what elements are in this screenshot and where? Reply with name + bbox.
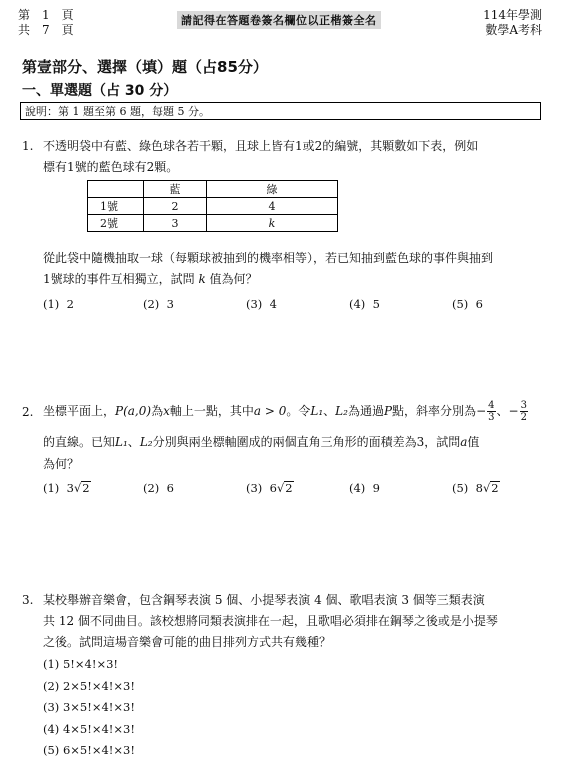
q2-option-5[interactable] <box>452 480 500 496</box>
option-text: 9 <box>372 481 380 495</box>
option-label: (1) <box>43 657 60 671</box>
table-cell: 3 <box>144 215 207 232</box>
q1-option-4[interactable] <box>349 296 380 312</box>
table-header-cell: 綠 <box>207 181 338 198</box>
q3-line: 某校舉辦音樂會，包含鋼琴表演 5 個、小提琴表演 4 個、歌唱表演 3 個等三類表演 <box>43 593 485 607</box>
sqrt-icon: √ <box>482 481 491 495</box>
option-radicand: 2 <box>285 481 293 495</box>
q1-options <box>43 296 543 312</box>
option-label: (4) <box>43 721 60 736</box>
sqrt-icon: √ <box>276 481 285 495</box>
option-text: 6 <box>166 481 174 495</box>
option-label: (5) <box>452 297 469 311</box>
q2-line-l1: L₁ <box>115 435 128 449</box>
table-cell: 1號 <box>88 198 144 215</box>
q2-number: 2. <box>22 405 34 419</box>
table-header-row <box>88 181 338 198</box>
q2-var-a: a <box>460 435 468 449</box>
option-label: (4) <box>349 297 366 311</box>
option-label: (5) <box>452 481 469 495</box>
q3-option-1[interactable] <box>43 654 135 676</box>
option-radicand: 2 <box>491 481 499 495</box>
option-text: 4×5!×4!×3! <box>62 721 135 736</box>
table-header-cell: 藍 <box>144 181 207 198</box>
option-coef: 3 <box>66 481 74 495</box>
q2-line-3: 為何？ <box>43 457 80 471</box>
q3-option-5[interactable] <box>43 740 135 762</box>
exam-year: 114年學測 <box>483 8 542 22</box>
q2-text: 、 <box>323 404 336 418</box>
q2-option-2[interactable] <box>143 480 174 496</box>
option-text: 4 <box>269 297 277 311</box>
q2-var-p: P <box>383 404 393 418</box>
q2-condition: a > 0 <box>253 404 287 418</box>
table-cell: 2 <box>144 198 207 215</box>
q2-text: 為通過 <box>347 404 384 418</box>
option-label: (5) <box>43 743 60 758</box>
q2-text: 、 <box>496 404 509 418</box>
sqrt-icon: √ <box>73 481 82 495</box>
option-coef: 6 <box>269 481 277 495</box>
q2-text: 的直線。已知 <box>43 435 116 449</box>
q2-line-2 <box>43 432 559 453</box>
option-label: (3) <box>246 481 263 495</box>
q2-slope-2 <box>520 400 528 423</box>
option-text: 2 <box>66 297 74 311</box>
option-text: 2×5!×4!×3! <box>62 678 135 693</box>
q1-text: 1號球的事件互相獨立，試問 <box>43 272 199 286</box>
q2-slope-1 <box>487 400 495 423</box>
q1-option-2[interactable] <box>143 296 174 312</box>
q1-ball-table <box>87 180 338 232</box>
option-text: 6×5!×4!×3! <box>62 743 135 758</box>
q2-var-x: x <box>163 404 170 418</box>
q2-point-p: P(a,0) <box>115 404 152 418</box>
q2-text: 坐標平面上， <box>43 404 116 418</box>
option-label: (2) <box>143 481 160 495</box>
option-text: 5!×4!×3! <box>62 657 119 671</box>
q1-number: 1. <box>22 139 34 153</box>
q3-stem <box>43 590 559 653</box>
part-title: 第壹部分、選擇（填）題（占85分） <box>22 58 268 76</box>
q1-stem <box>43 136 558 178</box>
denominator: 3 <box>488 412 495 423</box>
q2-text: 軸上一點，其中 <box>169 404 254 418</box>
table-row <box>88 198 338 215</box>
option-label: (1) <box>43 481 60 495</box>
q1-text: 值為何？ <box>205 272 258 286</box>
q1-option-5[interactable] <box>452 296 483 312</box>
option-radicand: 2 <box>82 481 90 495</box>
q2-line-l2: L₂ <box>335 404 348 418</box>
q3-number: 3. <box>22 593 34 607</box>
table-row <box>88 215 338 232</box>
q1-line: 從此袋中隨機抽取一球（每顆球被抽到的機率相等），若已知抽到藍色球的事件與抽到 <box>43 251 494 265</box>
q2-text: 。令 <box>286 404 311 418</box>
q2-text: 值 <box>467 435 480 449</box>
subject-label: 數學A考科 <box>485 23 542 37</box>
q2-options <box>43 480 543 498</box>
option-label: (2) <box>143 297 160 311</box>
q2-option-4[interactable] <box>349 480 380 496</box>
option-text: 5 <box>372 297 380 311</box>
option-label: (4) <box>349 481 366 495</box>
q2-text: 分別與兩坐標軸圍成的兩個直角三角形的面積差為 <box>152 435 417 449</box>
q1-option-3[interactable] <box>246 296 277 312</box>
option-label: (1) <box>43 297 60 311</box>
option-label: (2) <box>43 678 60 693</box>
q2-minus: − <box>476 404 487 418</box>
q2-line-l2: L₂ <box>139 435 153 449</box>
q1-line <box>43 269 558 290</box>
total-pages: 共 7 頁 <box>18 23 74 37</box>
denominator: 2 <box>520 412 527 423</box>
q2-text: ，試問 <box>424 435 461 449</box>
q2-line-1 <box>43 398 559 424</box>
section-title: 一、單選題（占 30 分） <box>22 83 178 99</box>
q1-stem-cont <box>43 248 558 290</box>
signature-notice: 請記得在答題卷簽名欄位以正楷簽全名 <box>177 11 381 29</box>
q2-text: 點，斜率分別為 <box>392 404 477 418</box>
option-text: 3×5!×4!×3! <box>62 700 135 715</box>
table-cell: 2號 <box>88 215 144 232</box>
table-header-cell <box>88 181 144 198</box>
q3-option-3[interactable] <box>43 697 135 719</box>
option-text: 3 <box>166 297 174 311</box>
q2-line-l1: L₁ <box>310 404 324 418</box>
section-instructions: 說明：第 1 題至第 6 題，每題 5 分。 <box>20 102 541 120</box>
q1-line: 標有1號的藍色球有2顆。 <box>43 160 179 174</box>
q3-line: 之後。試問這場音樂會可能的曲目排列方式共有幾種？ <box>43 635 332 649</box>
table-cell: 4 <box>207 198 338 215</box>
q1-option-1[interactable] <box>43 296 74 312</box>
q2-option-1[interactable] <box>43 480 91 496</box>
option-coef: 8 <box>475 481 483 495</box>
numerator: 3 <box>520 400 527 411</box>
q3-options <box>43 654 135 762</box>
option-label: (3) <box>43 700 60 715</box>
numerator: 4 <box>488 400 495 411</box>
option-label: (3) <box>246 297 263 311</box>
table-cell: k <box>207 215 338 232</box>
q2-area-diff: 3 <box>416 435 425 449</box>
q2-text: 為 <box>151 404 164 418</box>
q1-var-k: k <box>198 272 206 286</box>
q2-text: 、 <box>127 435 140 449</box>
q3-option-4[interactable] <box>43 719 135 741</box>
q3-option-2[interactable] <box>43 676 135 698</box>
q2-option-3[interactable] <box>246 480 294 496</box>
page-number: 第 1 頁 <box>18 8 74 22</box>
q1-line: 不透明袋中有藍、綠色球各若干顆，且球上皆有1或2的編號，其顆數如下表，例如 <box>43 139 479 153</box>
q3-line: 共 12 個不同曲目。該校想將同類表演排在一起，且歌唱必須排在鋼琴之後或是小提琴 <box>43 614 498 628</box>
q2-minus: − <box>508 404 519 418</box>
option-text: 6 <box>475 297 483 311</box>
